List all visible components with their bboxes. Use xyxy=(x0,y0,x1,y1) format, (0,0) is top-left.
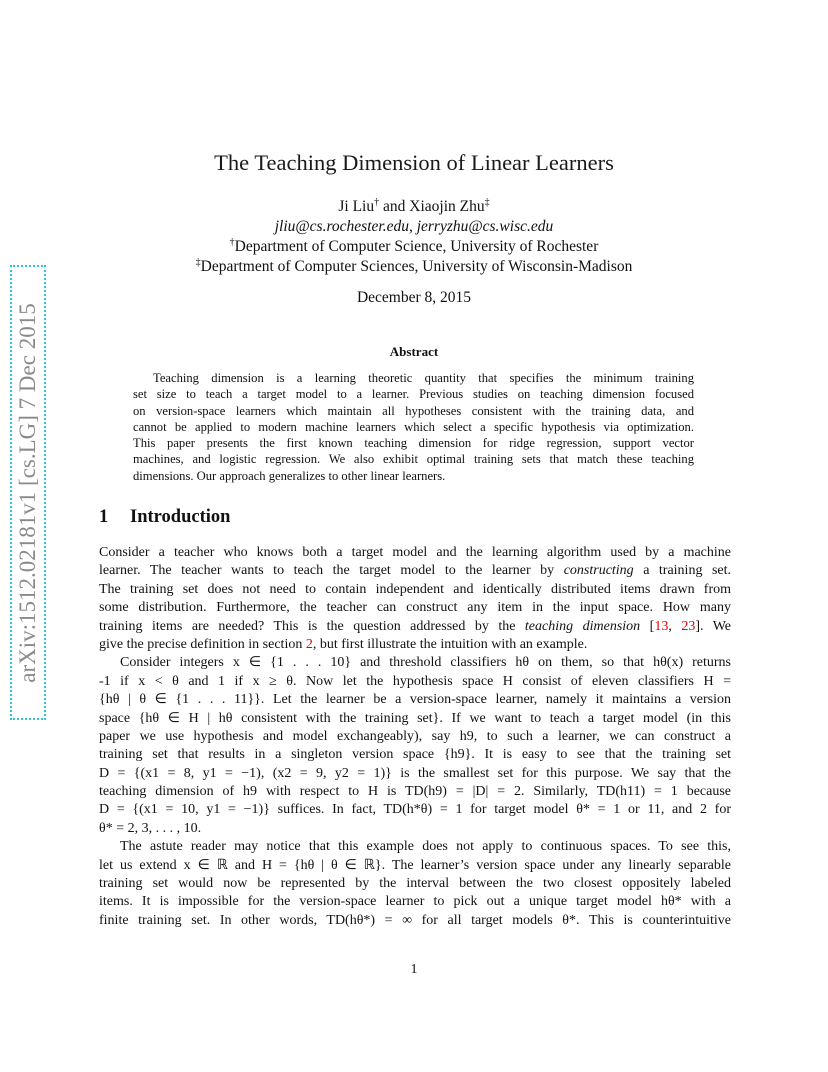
body-line: D = {(x1 = 8, y1 = −1), (x2 = 9, y2 = 1)} is the smallest set for this purpose. We say that the xyxy=(99,765,731,781)
body-line xyxy=(99,618,731,636)
body-line: Consider a teacher who knows both a target model and the learning algorithm used by a machine xyxy=(99,545,731,560)
body-line: The training set does not need to contain independent and identically distributed items drawn from xyxy=(99,581,731,597)
abstract-line: on version-space learners which maintain all hypotheses consistent with the training data, and xyxy=(133,403,694,418)
author-2-mark: ‡ xyxy=(484,197,490,208)
body-line xyxy=(99,562,731,580)
text-span: learner. The teacher wants to teach the target model to the learner by xyxy=(99,563,564,579)
text-span: , xyxy=(668,618,682,634)
body-line: paper we use hypothesis and model exchangeably), say h9, to such a learner, we can construct a xyxy=(99,728,731,744)
page-number: 1 xyxy=(410,962,418,977)
body-line: items. It is impossible for the version-space learner to pick out a unique target model hθ* with a xyxy=(99,894,731,910)
body-line: {hθ | θ ∈ {1 . . . 11}}. Let the learner be a version-space learner, namely it maintains a version xyxy=(99,692,731,708)
body-line: The astute reader may notice that this example does not apply to continuous spaces. To see this, xyxy=(120,839,731,855)
body-line: -1 if x < θ and 1 if x ≥ θ. Now let the hypothesis space H consist of eleven classifiers H = xyxy=(99,673,731,689)
affiliation-1 xyxy=(0,237,828,257)
arxiv-identifier: arXiv:1512.02181v1 [cs.LG] 7 Dec 2015 xyxy=(15,302,40,683)
text-span: , but first illustrate the intuition with an example. xyxy=(312,636,588,652)
section-title: Introduction xyxy=(130,507,231,527)
body-line: finite training set. In other words, TD(hθ*) = ∞ for all target models θ*. This is counterintuitive xyxy=(99,912,731,928)
body-line: some distribution. Furthermore, the teacher can construct any item in the input space. How many xyxy=(99,600,731,616)
abstract-line: machines, and logistic regression. We also exhibit optimal training sets that match these teaching xyxy=(133,452,694,467)
author-1-mark: † xyxy=(374,197,380,208)
paper-date: December 8, 2015 xyxy=(356,289,472,306)
abstract-line: cannot be applied to modern machine learners which select a specific hypothesis via optimization. xyxy=(133,419,694,434)
section-heading xyxy=(99,507,230,528)
abstract-line: dimensions. Our approach generalizes to other linear learners. xyxy=(133,468,446,483)
citation-link[interactable]: 13 xyxy=(654,618,669,634)
text-span: give the precise definition in section xyxy=(99,636,306,652)
author-separator: and xyxy=(379,198,410,215)
body-line: training set that results in a singleton version space {h9}. It is easy to see that the training set xyxy=(99,747,731,763)
body-line: D = {(x1 = 10, y1 = −1)} suffices. In fact, TD(h*θ) = 1 for target model θ* = 1 or 11, and 2 for xyxy=(99,802,731,818)
body-line: θ* = 2, 3, . . . , 10. xyxy=(99,820,202,836)
abstract-line: Teaching dimension is a learning theoretic quantity that specifies the minimum training xyxy=(153,371,694,385)
abstract-body xyxy=(133,370,694,484)
author-emails: jliu@cs.rochester.edu, jerryzhu@cs.wisc.edu xyxy=(274,218,554,235)
section-number: 1 xyxy=(99,507,109,527)
affiliation-1-text: Department of Computer Science, University of Rochester xyxy=(234,238,599,255)
author-1: Ji Liu xyxy=(338,198,375,215)
text-span: training items are needed? This is the question addressed by the xyxy=(99,618,525,634)
affiliation-2 xyxy=(0,257,828,277)
body-line: let us extend x ∈ ℝ and H = {hθ | θ ∈ ℝ}. The learner’s version space under any linearly separable xyxy=(99,857,731,873)
affiliation-2-text: Department of Computer Sciences, University of Wisconsin-Madison xyxy=(200,258,633,275)
arxiv-sidebar-stamp xyxy=(10,265,46,720)
abstract-line: This paper presents the first known teaching dimension for ridge regression, support vector xyxy=(133,436,694,451)
body-line: space {hθ ∈ H | hθ consistent with the training set}. If we want to teach a target model (in this xyxy=(99,710,731,726)
abstract-line: set size to teach a target model to a learner. Previous studies on teaching dimension focused xyxy=(133,387,694,402)
section-link[interactable]: 2 xyxy=(305,636,313,652)
paper-title: The Teaching Dimension of Linear Learners xyxy=(214,150,614,175)
author-names xyxy=(0,197,828,217)
text-span: a training set. xyxy=(633,563,732,579)
author-block xyxy=(0,197,828,277)
body-line: Consider integers x ∈ {1 . . . 10} and threshold classifiers hθ on them, so that hθ(x) returns xyxy=(120,655,731,671)
abstract-heading: Abstract xyxy=(389,344,439,359)
author-2: Xiaojin Zhu xyxy=(409,198,485,215)
affiliation-2-mark: ‡ xyxy=(195,257,201,268)
emphasis: constructing xyxy=(563,563,634,579)
body-line xyxy=(99,636,731,654)
text-span: [ xyxy=(640,618,655,634)
emphasis: teaching dimension xyxy=(524,618,641,634)
body-line: teaching dimension of h9 with respect to H is TD(h9) = |D| = 2. Similarly, TD(h11) = 1 because xyxy=(99,784,731,800)
citation-link[interactable]: 23 xyxy=(681,618,696,634)
body-text xyxy=(99,544,731,930)
affiliation-1-mark: † xyxy=(229,237,235,248)
text-span: ]. We xyxy=(695,618,732,634)
body-line: training set would now be represented by the interval between the two closest oppositely labeled xyxy=(99,876,731,892)
